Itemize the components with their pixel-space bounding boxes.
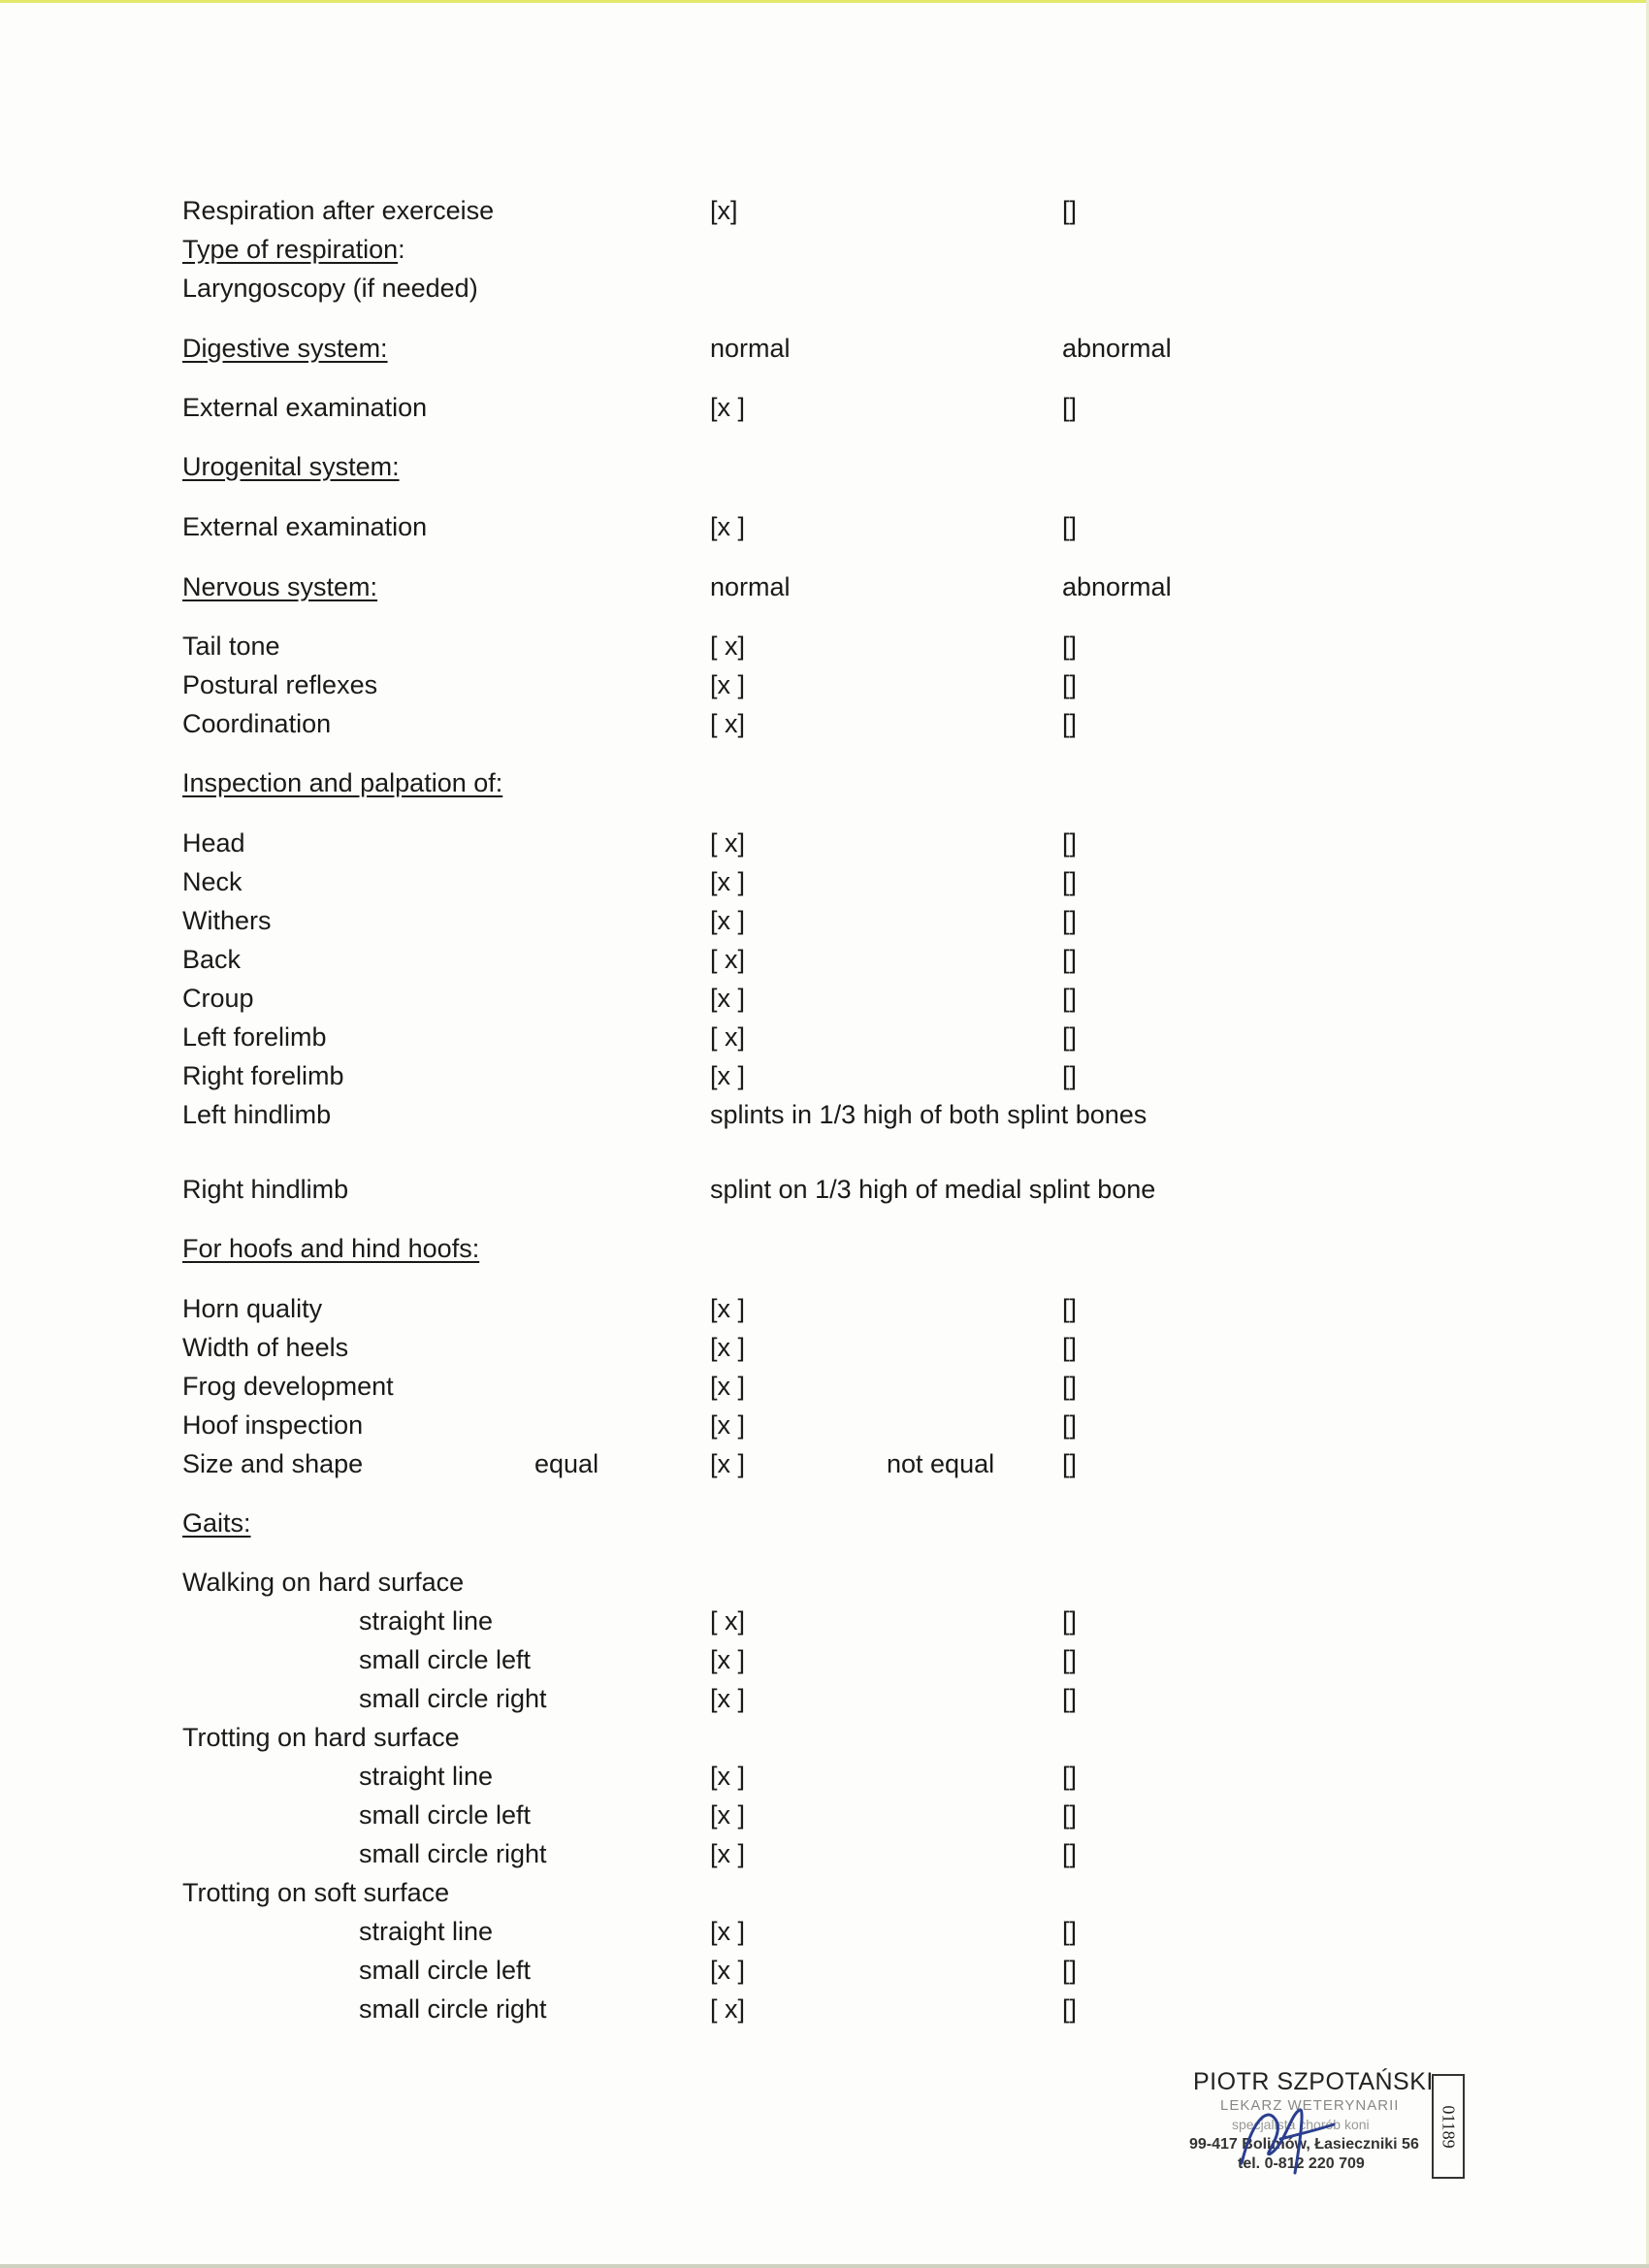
field-label (182, 1170, 348, 1209)
stamp-number-box (1432, 2074, 1465, 2179)
field-label-text: straight line (359, 1762, 494, 1791)
abnormal-mark: [] (1062, 1022, 1078, 1052)
abnormal-mark: [] (1062, 670, 1078, 699)
normal-mark: splint on 1/3 high of medial splint bone (710, 1175, 1156, 1204)
normal-mark: [x ] (710, 906, 746, 935)
field-label (182, 824, 245, 862)
field-label-text: Frog development (182, 1372, 394, 1401)
field-label-text: Tail tone (182, 632, 280, 661)
form-row (0, 1095, 1649, 1134)
field-label-text: Neck (182, 867, 242, 896)
field-label (182, 1563, 464, 1602)
field-label-text: small circle right (359, 1684, 547, 1713)
field-label-text: Inspection and palpation of: (182, 768, 503, 797)
field-label-text: External examination (182, 512, 428, 541)
field-label (182, 1328, 348, 1367)
form-row (0, 1444, 1649, 1483)
field-label (359, 1679, 547, 1718)
field-label-text: small circle right (359, 1994, 547, 2024)
form-row (0, 1718, 1649, 1757)
form-row (0, 447, 1649, 486)
not-equal-option: not equal (887, 1449, 995, 1478)
section-heading (182, 447, 400, 486)
abnormal-mark: [] (1062, 1333, 1078, 1362)
abnormal-mark: [] (1062, 512, 1078, 541)
abnormal-mark: [] (1062, 1645, 1078, 1674)
abnormal-mark: [] (1062, 1762, 1078, 1791)
form-row (0, 1563, 1649, 1602)
form-row (0, 1912, 1649, 1951)
form-row (0, 1504, 1649, 1542)
abnormal-mark: [] (1062, 632, 1078, 661)
normal-mark: [ x] (710, 632, 746, 661)
abnormal-mark: [] (1062, 1449, 1078, 1478)
normal-mark: [x ] (710, 512, 746, 541)
normal-mark: [x ] (710, 1762, 746, 1791)
normal-mark: [ x] (710, 709, 746, 738)
normal-mark: [ x] (710, 945, 746, 974)
normal-mark: splints in 1/3 high of both splint bones (710, 1100, 1148, 1129)
field-label (359, 1912, 493, 1951)
field-label (182, 704, 331, 743)
field-label (182, 1056, 344, 1095)
form-row (0, 763, 1649, 802)
field-label (359, 1602, 493, 1640)
form-row (0, 1289, 1649, 1328)
field-label (182, 1289, 322, 1328)
abnormal-mark: [] (1062, 984, 1078, 1013)
scan-edge-bottom (0, 2264, 1649, 2268)
handwritten-signature (1232, 2086, 1339, 2183)
abnormal-mark: [] (1062, 1372, 1078, 1401)
form-row (0, 1834, 1649, 1873)
stamp-specialty: specjalista chorób koni (1232, 2117, 1370, 2132)
field-label-text: Hoof inspection (182, 1410, 364, 1440)
section-heading (182, 329, 388, 368)
form-row (0, 1170, 1649, 1209)
field-label-text: Nervous system: (182, 572, 378, 601)
normal-mark: [x] (710, 196, 738, 225)
section-heading (182, 230, 405, 269)
form-row (0, 269, 1649, 308)
veterinarian-stamp (1183, 2066, 1474, 2183)
field-label-text: Croup (182, 984, 254, 1013)
field-label-text: Width of heels (182, 1333, 349, 1362)
normal-mark: [x ] (710, 1645, 746, 1674)
form-row (0, 191, 1649, 230)
form-row (0, 329, 1649, 368)
form-row (0, 1990, 1649, 2028)
field-label-text: Laryngoscopy (if needed) (182, 274, 478, 303)
abnormal-mark: [] (1062, 945, 1078, 974)
field-label (359, 1990, 547, 2028)
field-label-text: Size and shape (182, 1449, 364, 1478)
abnormal-mark: [] (1062, 1061, 1078, 1090)
normal-mark: [x ] (710, 867, 746, 896)
normal-mark: [x ] (710, 1061, 746, 1090)
field-label (182, 1406, 363, 1444)
stamp-number: 01189 (1439, 2105, 1459, 2149)
field-label-text: Urogenital system: (182, 452, 400, 481)
section-heading (182, 567, 377, 606)
form-row (0, 862, 1649, 901)
abnormal-mark: [] (1062, 393, 1078, 422)
stamp-phone: tel. 0-812 220 709 (1238, 2155, 1365, 2172)
normal-mark: [x ] (710, 1684, 746, 1713)
form-row (0, 230, 1649, 269)
field-label (359, 1757, 493, 1796)
abnormal-mark: abnormal (1062, 334, 1172, 363)
form-row (0, 1757, 1649, 1796)
abnormal-mark: abnormal (1062, 572, 1172, 601)
field-label-text: straight line (359, 1606, 494, 1636)
field-label (182, 940, 241, 979)
form-row (0, 665, 1649, 704)
field-label-text: Left hindlimb (182, 1100, 332, 1129)
field-label-text: External examination (182, 393, 428, 422)
form-row (0, 940, 1649, 979)
stamp-address: 99-417 Bolimów, Łasieczniki 56 (1189, 2136, 1419, 2153)
abnormal-mark: [] (1062, 867, 1078, 896)
form-row (0, 1679, 1649, 1718)
label-suffix: : (398, 235, 405, 264)
normal-mark: [x ] (710, 1800, 746, 1830)
form-row (0, 1873, 1649, 1912)
form-row (0, 704, 1649, 743)
field-label (182, 1367, 394, 1406)
field-label (182, 269, 478, 308)
normal-mark: [ x] (710, 1994, 746, 2024)
abnormal-mark: [] (1062, 196, 1078, 225)
field-label (359, 1640, 531, 1679)
normal-mark: [x ] (710, 1449, 746, 1478)
form-row (0, 1056, 1649, 1095)
field-label (182, 665, 377, 704)
form-row (0, 627, 1649, 665)
field-label-text: Trotting on soft surface (182, 1878, 450, 1907)
field-label (182, 1718, 460, 1757)
abnormal-mark: [] (1062, 1684, 1078, 1713)
field-label-text: Back (182, 945, 242, 974)
field-label-text: Gaits: (182, 1508, 251, 1538)
abnormal-mark: [] (1062, 1917, 1078, 1946)
field-label-text: Right hindlimb (182, 1175, 349, 1204)
field-label-text: Left forelimb (182, 1022, 327, 1052)
field-label-text: Respiration after exerceise (182, 196, 495, 225)
form-row (0, 1951, 1649, 1990)
form-row (0, 901, 1649, 940)
normal-mark: [x ] (710, 670, 746, 699)
field-label (182, 1873, 449, 1912)
field-label-text: Digestive system: (182, 334, 388, 363)
field-label-text: small circle left (359, 1800, 532, 1830)
abnormal-mark: [] (1062, 709, 1078, 738)
normal-mark: [x ] (710, 1372, 746, 1401)
stamp-name: PIOTR SZPOTAŃSKI (1193, 2068, 1434, 2095)
equal-option: equal (534, 1449, 599, 1478)
field-label (182, 627, 280, 665)
field-label (182, 979, 254, 1018)
field-label-text: Coordination (182, 709, 332, 738)
field-label-text: Horn quality (182, 1294, 323, 1323)
section-heading (182, 763, 502, 802)
form-row (0, 1602, 1649, 1640)
field-label (182, 862, 242, 901)
form-row (0, 388, 1649, 427)
field-label (182, 1018, 327, 1056)
field-label-text: small circle left (359, 1956, 532, 1985)
field-label (182, 388, 427, 427)
field-label-text: Withers (182, 906, 272, 935)
abnormal-mark: [] (1062, 828, 1078, 858)
normal-mark: normal (710, 334, 791, 363)
form-row (0, 1229, 1649, 1268)
form-row (0, 1796, 1649, 1834)
normal-mark: [ x] (710, 1022, 746, 1052)
section-heading (182, 1229, 479, 1268)
normal-mark: [x ] (710, 984, 746, 1013)
field-label-text: Head (182, 828, 245, 858)
normal-mark: [x ] (710, 1839, 746, 1868)
normal-mark: [ x] (710, 1606, 746, 1636)
normal-mark: [x ] (710, 1410, 746, 1440)
form-row (0, 979, 1649, 1018)
field-label (182, 1095, 331, 1134)
field-label-text: Postural reflexes (182, 670, 378, 699)
abnormal-mark: [] (1062, 1294, 1078, 1323)
field-label-text: Trotting on hard surface (182, 1723, 460, 1752)
abnormal-mark: [] (1062, 1956, 1078, 1985)
abnormal-mark: [] (1062, 1994, 1078, 2024)
abnormal-mark: [] (1062, 906, 1078, 935)
normal-mark: normal (710, 572, 791, 601)
field-label-text: Type of respiration (182, 235, 399, 264)
field-label-text: For hoofs and hind hoofs: (182, 1234, 480, 1263)
form-row (0, 1640, 1649, 1679)
normal-mark: [x ] (710, 393, 746, 422)
form-row (0, 1328, 1649, 1367)
field-label (359, 1796, 531, 1834)
normal-mark: [x ] (710, 1917, 746, 1946)
abnormal-mark: [] (1062, 1800, 1078, 1830)
normal-mark: [x ] (710, 1333, 746, 1362)
field-label (359, 1951, 531, 1990)
field-label (182, 191, 494, 230)
form-row (0, 824, 1649, 862)
abnormal-mark: [] (1062, 1839, 1078, 1868)
field-label-text: straight line (359, 1917, 494, 1946)
abnormal-mark: [] (1062, 1606, 1078, 1636)
field-label (182, 901, 272, 940)
section-heading (182, 1504, 251, 1542)
field-label (182, 507, 427, 546)
field-label-text: small circle left (359, 1645, 532, 1674)
field-label (359, 1834, 547, 1873)
field-label-text: Right forelimb (182, 1061, 344, 1090)
field-label-text: Walking on hard surface (182, 1568, 465, 1597)
normal-mark: [ x] (710, 828, 746, 858)
form-row (0, 567, 1649, 606)
normal-mark: [x ] (710, 1956, 746, 1985)
stamp-title: LEKARZ WETERYNARII (1220, 2097, 1400, 2114)
normal-mark: [x ] (710, 1294, 746, 1323)
form-row (0, 1406, 1649, 1444)
abnormal-mark: [] (1062, 1410, 1078, 1440)
form-row (0, 1367, 1649, 1406)
field-label-text: small circle right (359, 1839, 547, 1868)
scan-edge-top (0, 0, 1649, 3)
form-row (0, 507, 1649, 546)
form-row (0, 1018, 1649, 1056)
field-label (182, 1444, 363, 1483)
